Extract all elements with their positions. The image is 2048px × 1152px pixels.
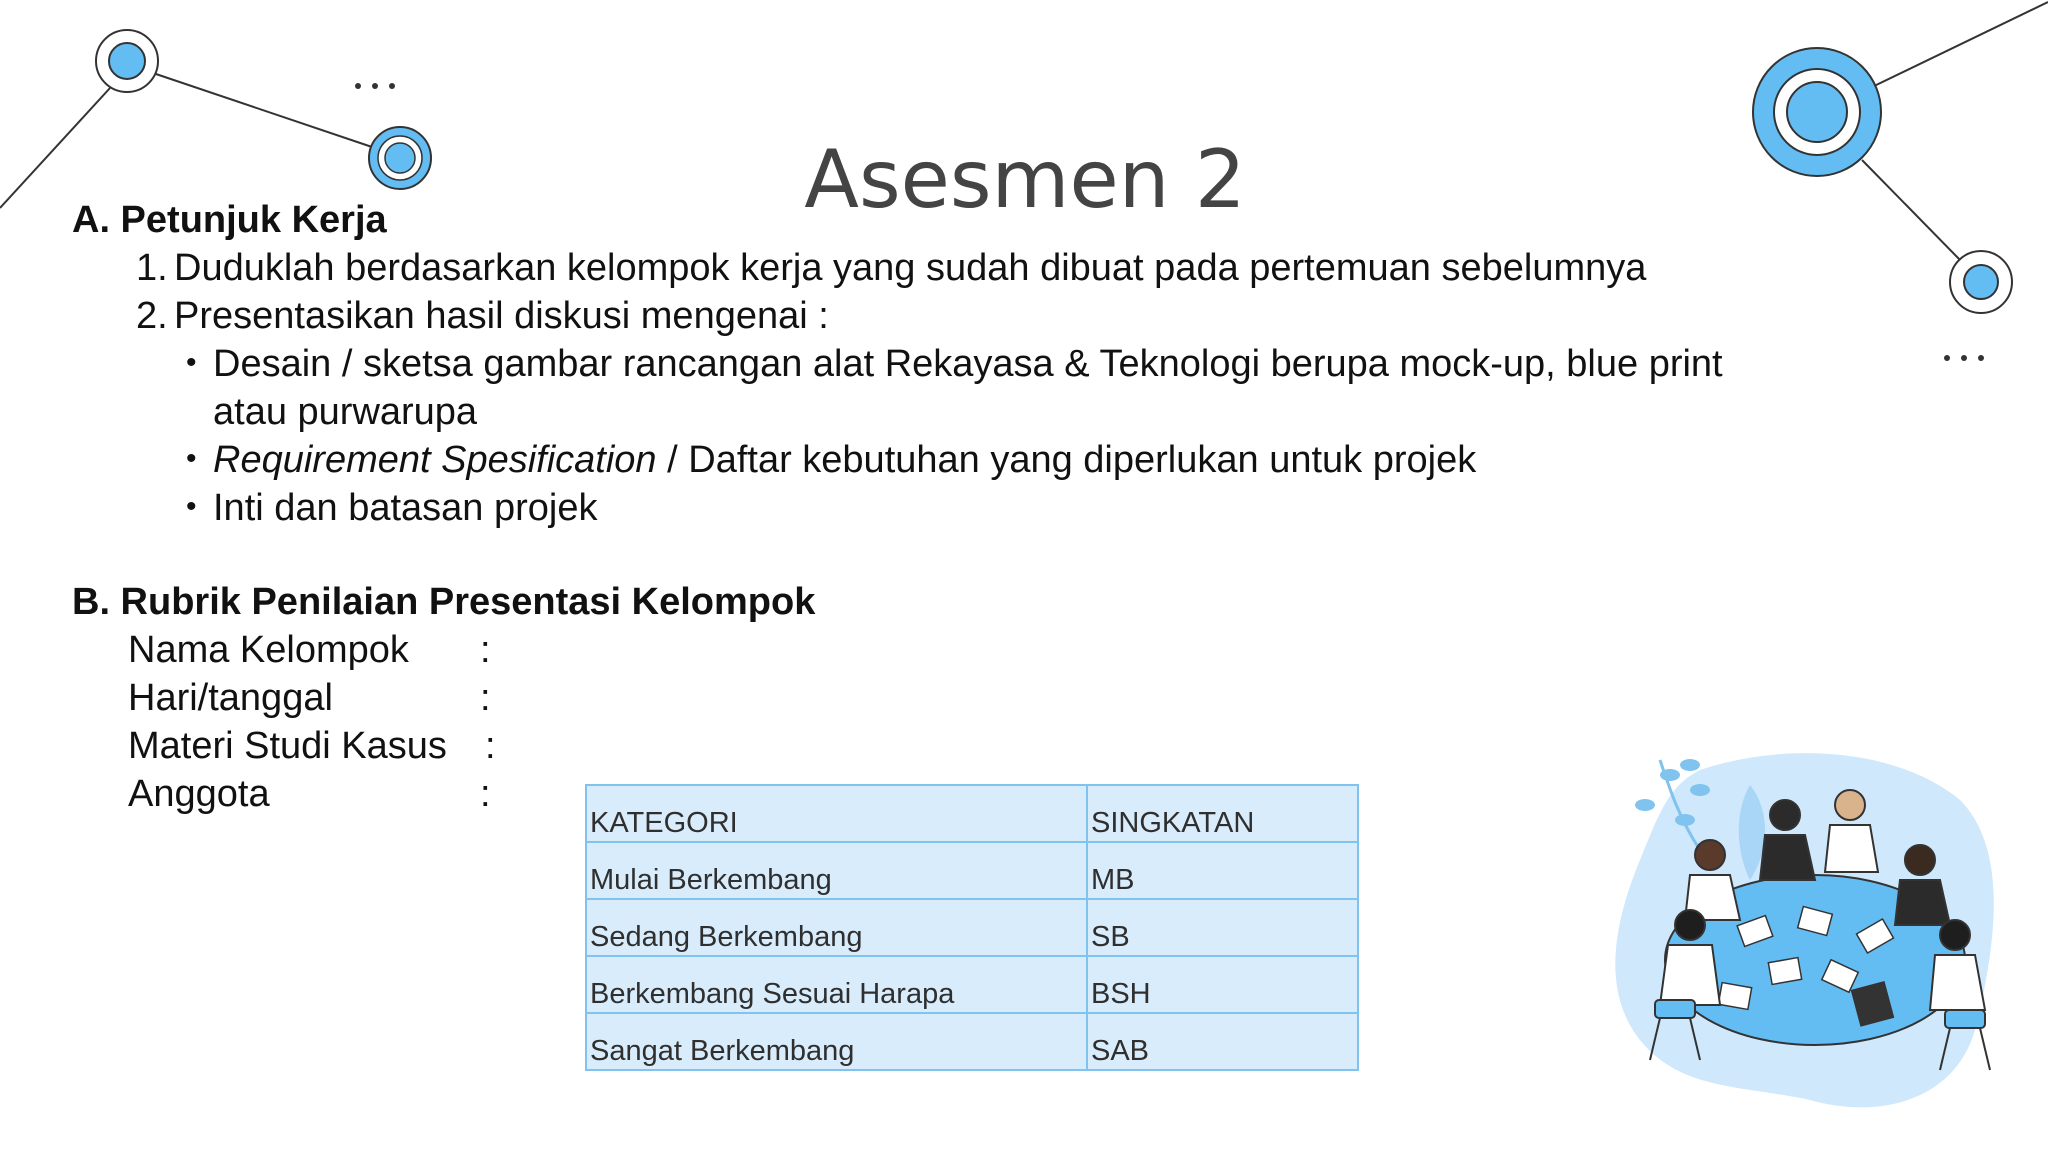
bullet-icon: • — [186, 442, 197, 475]
field-colon: : — [480, 629, 491, 671]
table-row — [586, 899, 1358, 956]
field-label-materi-studi-kasus: Materi Studi Kasus — [128, 725, 447, 767]
section-a-heading: A. Petunjuk Kerja — [72, 199, 387, 241]
bullet-text-continued: atau purwarupa — [213, 391, 478, 433]
network-node-icon — [369, 127, 431, 189]
field-colon: : — [480, 773, 491, 815]
network-node-icon — [1753, 48, 1881, 176]
table-cell-singkatan: MB — [1087, 842, 1358, 899]
table-cell-kategori: Berkembang Sesuai Harapa — [586, 956, 1087, 1013]
table-cell-kategori: Sangat Berkembang — [586, 1013, 1087, 1070]
bullet-icon: • — [186, 490, 197, 523]
network-node-icon — [1950, 251, 2012, 313]
rubric-category-table — [585, 784, 1359, 1071]
table-cell-singkatan: SB — [1087, 899, 1358, 956]
step-text: Duduklah berdasarkan kelompok kerja yang sudah dibuat pada pertemuan sebelumnya — [174, 247, 1647, 289]
table-header-kategori: KATEGORI — [586, 785, 1087, 842]
ellipsis-icon — [355, 83, 395, 89]
bullet-italic-term: Requirement Spesification — [213, 439, 657, 481]
table-row — [586, 1013, 1358, 1070]
bullet-text: Inti dan batasan projek — [213, 487, 598, 529]
field-label-nama-kelompok: Nama Kelompok — [128, 629, 409, 671]
bullet-text — [213, 438, 1476, 484]
bullet-text: Desain / sketsa gambar rancangan alat Rekayasa & Teknologi berupa mock-up, blue print — [213, 343, 1723, 385]
table-row — [586, 956, 1358, 1013]
table-cell-kategori: Mulai Berkembang — [586, 842, 1087, 899]
field-label-hari-tanggal: Hari/tanggal — [128, 677, 333, 719]
ellipsis-icon — [1944, 355, 1984, 361]
step-number: 1. — [136, 247, 168, 289]
bullet-rest: / Daftar kebutuhan yang diperlukan untuk projek — [656, 439, 1477, 481]
table-header-singkatan: SINGKATAN — [1087, 785, 1358, 842]
slide-title: Asesmen 2 — [804, 133, 1246, 226]
team-meeting-illustration — [1615, 753, 1993, 1107]
table-cell-singkatan: SAB — [1087, 1013, 1358, 1070]
step-number: 2. — [136, 295, 168, 337]
instruction-step — [136, 246, 1646, 292]
table-row — [586, 842, 1358, 899]
section-b-heading: B. Rubrik Penilaian Presentasi Kelompok — [72, 581, 816, 623]
table-header-row — [586, 785, 1358, 842]
field-colon: : — [480, 677, 491, 719]
table-cell-singkatan: BSH — [1087, 956, 1358, 1013]
network-node-icon — [96, 30, 158, 92]
bullet-icon: • — [186, 346, 197, 379]
field-label-anggota: Anggota — [128, 773, 270, 815]
field-colon: : — [485, 725, 496, 767]
instruction-step — [136, 294, 829, 340]
step-text: Presentasikan hasil diskusi mengenai : — [174, 295, 829, 337]
table-cell-kategori: Sedang Berkembang — [586, 899, 1087, 956]
